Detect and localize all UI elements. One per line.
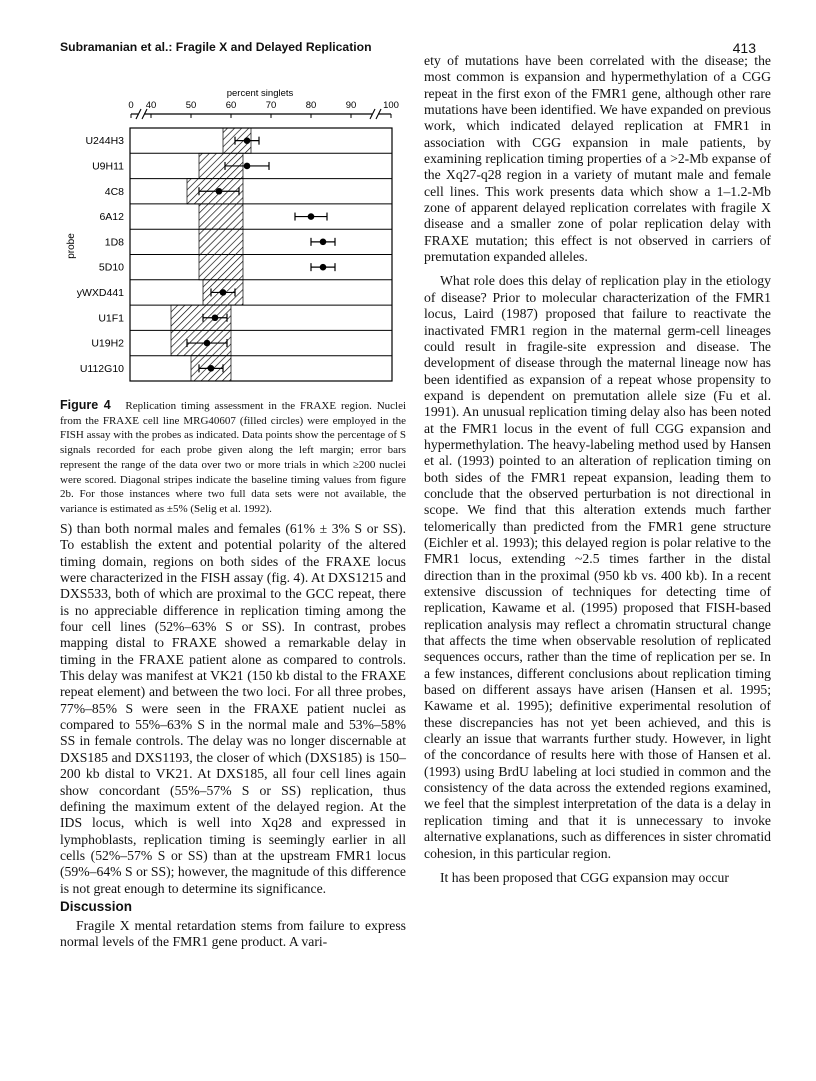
x-tick-label: 100: [383, 100, 399, 111]
data-point: [204, 340, 211, 347]
probe-label: U112G10: [79, 362, 124, 375]
data-point: [208, 365, 215, 372]
x-tick-label: 60: [225, 100, 237, 111]
baseline-stripe: [199, 229, 243, 254]
probe-label: 6A12: [99, 211, 124, 224]
data-point: [220, 289, 227, 296]
data-point: [320, 264, 327, 271]
x-tick-label: 0: [128, 100, 134, 111]
right-column-text: [424, 53, 771, 886]
probe-label: U244H3: [85, 135, 124, 148]
paragraph: Fragile X mental retardation stems from failure to express normal levels of the FMR1 gene product. A vari-: [60, 917, 406, 950]
figure-caption: [60, 398, 406, 517]
probe-label: 4C8: [104, 185, 124, 198]
probe-label: 1D8: [104, 236, 124, 249]
probe-label: yWXD441: [76, 286, 124, 299]
caption-label: Figure 4: [60, 398, 111, 412]
figure-4-chart: [60, 76, 406, 388]
data-point: [244, 163, 251, 170]
paragraph: What role does this delay of replication play in the etiology of disease? Prior to molecular characterization of the FMR1 locus, Laird (1987) proposed that failure to reactivate the inactivated FMR1 region in the maternal germ-cell lineages could result in fragile-site expression and disease. The development of disease through the maternal lineage now has been identified as expansion of a repeat whose propensity to expand is dependent on premutation allele size (Fu et al. 1991). An unusual replication timing delay also has been noted at the FMR1 locus in the event of full CGG expansion and hypermethylation. The heavy-labeling method used by Hansen et al. (1993) pointed to an alteration of replication timing on both sides of the FMR1 repeat expansion, leading them to conclude that the observed perturbation is not directional in scope. We find that this alteration extends much farther telomerically than predicted from the FMR1 gene structure (Eichler et al. 1993); this delayed region is polar relative to the FMR1 locus, extending ~2.5 times farther in the distal direction than in the proximal (950 kb vs. 400 kb). In a recent extensive discussion of techniques for detecting time of replication, Kawame et al. (1995) proposed that FISH-based replication analysis may reflect a chromatin structural change that affects the time when observable resolution of replicated sequences occurs, rather than the time of replication per se. In a few instances, different conclusions about replication timing based on different assays have arisen (Hansen et al. 1995; Kawame et al. 1995); definitive experimental resolution of these discrepancies has not yet been achieved, and this is clearly an issue that warrants further study. However, in light of the concordance of results here with those of Hansen et al. (1993) using BrdU labeling at loci studied in common and the consistency of the data across the extended regions examined, we feel that the simplest interpretation of the data is a delay in replication timing and that it is unnecessary to invoke alternative explanations, such as differences in sister chromatid cohesion, in this particular region.: [424, 273, 771, 861]
section-heading-discussion: Discussion: [60, 898, 133, 914]
paragraph: It has been proposed that CGG expansion may occur: [440, 869, 729, 885]
left-column-text: [60, 521, 406, 951]
probe-label: U9H11: [92, 160, 124, 173]
x-tick-label: 50: [185, 100, 197, 111]
y-axis-title: probe: [66, 233, 77, 259]
paragraph: ety of mutations have been correlated with the disease; the most common is expansion and hypermethylation of a CGG repeat in the first exon of the FMR1 gene, although other rare mutations have been identified. We have expanded on previous work, which indicated delayed replication at FMR1 in association with CGG expansion in male patients, by examining replication timing properties of a >2-Mb expanse of the Xq27-q28 region in a variety of mutant male and female cell lines. This work presents data which show a 1–1.2-Mb zone of apparent delayed replication correlates with fragile X disease and a smaller zone of polar replication delay with FRAXE mutation; this effect is not observed in carriers of premutation expanded alleles.: [424, 53, 771, 265]
data-point: [216, 188, 223, 195]
probe-label: U19H2: [91, 337, 124, 350]
data-point: [308, 213, 315, 220]
baseline-stripe: [199, 255, 243, 280]
figure-4: [60, 76, 406, 388]
data-point: [320, 239, 327, 246]
probe-label: 5D10: [98, 261, 124, 274]
x-tick-label: 90: [345, 100, 357, 111]
probe-label: U1F1: [98, 312, 124, 325]
x-tick-label: 80: [305, 100, 317, 111]
data-point: [244, 137, 251, 144]
x-tick-label: 40: [145, 100, 157, 111]
running-title: Subramanian et al.: Fragile X and Delayed Replication: [60, 40, 372, 54]
x-axis-title: percent singlets: [226, 88, 294, 99]
paragraph: S) than both normal males and females (61% ± 3% S or SS). To establish the extent and potential polarity of the altered timing domain, regions on both sides of the FRAXE locus were characterized in the FISH assay (fig. 4). At DXS1215 and DXS533, both of which are proximal to the GCC repeat, there is no appreciable difference in replication timing among the four cell lines (52%–63% S or SS). In contrast, probes mapping distal to FRAXE showed a remarkable delay in timing in the FRAXE patient alone as compared to controls. This delay was manifest at VK21 (150 kb distal to the FRAXE repeat element) and between the two loci. For all three probes, 77%–85% S were seen in the FRAXE patient nuclei as compared to 55%–63% S in the normal male and 53%–58% SS in female controls. The delay was no longer discernable at DXS185 and DXS1193, the closer of which (DXS185) is 150–200 kb distal to VK21. At DXS185, all four cell lines again show concordant (55%–57% S or SS) replication, thus defining the maximum extent of the delayed region. At the IDS locus, which is well into Xq28 and expressed in lymphoblasts, replication timing is seemingly earlier in all cells (52%–57% S or SS) than at the upstream FMR1 locus (59%–64% S or SS); however, the magnitude of this difference is not great enough to determine its significance.: [60, 521, 406, 896]
data-point: [212, 314, 219, 321]
page-number: 413: [732, 40, 756, 56]
baseline-stripe: [199, 204, 243, 229]
x-tick-label: 70: [265, 100, 277, 111]
caption-text: Replication timing assessment in the FRAXE region. Nuclei from the FRAXE cell line MRG40607 (filled circles) were employed in the FISH assay with the probes as indicated. Data points show the percentage of S signals recorded for each probe given along the left margin; error bars represent the range of the data over two or more trials in which ≥200 nuclei were scored. Diagonal stripes indicate the baseline timing values from figure 2b. For those instances where two full data sets were not available, the variance is estimated as ±5% (Selig et al. 1992).: [60, 400, 407, 515]
